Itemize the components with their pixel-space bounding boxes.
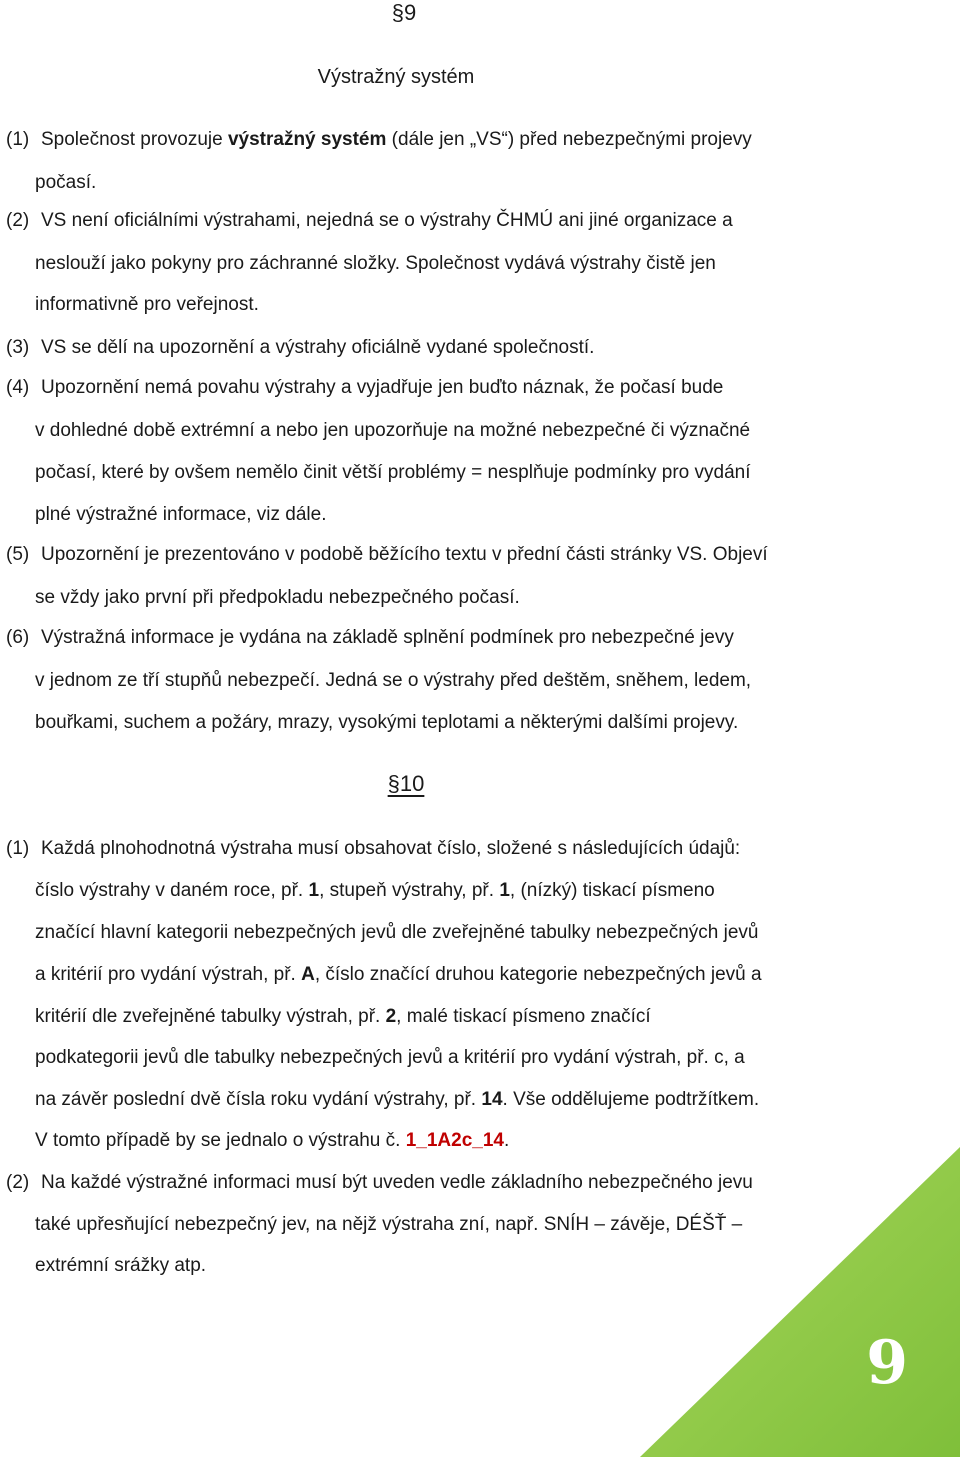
- text-segment: kritérií dle zveřejněné tabulky výstrah, př.: [35, 1006, 386, 1027]
- text-segment: VS není oficiálními výstrahami, nejedná se o výstrahy ČHMÚ ani jiné organizace a: [41, 210, 733, 231]
- paragraph-10-1-line-4: [35, 963, 762, 987]
- warning-code-example: 1_1A2c_14: [405, 1130, 504, 1151]
- paragraph-9-4-line-1: [6, 376, 723, 400]
- text-segment: Na každé výstražné informaci musí být uveden vedle základního nebezpečného jevu: [41, 1172, 753, 1193]
- text-segment: .: [503, 1130, 510, 1151]
- paragraph-9-5-line-2: se vždy jako první při předpokladu nebezpečného počasí.: [35, 587, 520, 608]
- paragraph-10-1-line-1: [6, 837, 740, 861]
- paragraph-9-4-line-2: v dohledné době extrémní a nebo jen upozorňuje na možné nebezpečné či význačné: [35, 420, 751, 441]
- bold-value: 1: [499, 880, 510, 901]
- paragraph-9-2-line-1: [6, 209, 733, 233]
- paragraph-number: (2): [6, 210, 30, 231]
- paragraph-9-6-line-1: [6, 626, 734, 650]
- text-segment: , malé tiskací písmeno značící: [396, 1006, 651, 1027]
- paragraph-number: (5): [6, 544, 30, 565]
- text-segment: Výstražná informace je vydána na základě splnění podmínek pro nebezpečné jevy: [41, 627, 734, 648]
- text-segment: , číslo značící druhou kategorie nebezpečných jevů a: [314, 964, 762, 985]
- paragraph-9-2-line-3: informativně pro veřejnost.: [35, 294, 259, 315]
- text-segment: Upozornění nemá povahu výstrahy a vyjadřuje jen buďto náznak, že počasí bude: [41, 377, 724, 398]
- text-segment: Každá plnohodnotná výstraha musí obsahovat číslo, složené s následujících údajů:: [41, 838, 741, 859]
- text-segment: , stupeň výstrahy, př.: [319, 880, 500, 901]
- paragraph-9-6-line-3: bouřkami, suchem a požáry, mrazy, vysokými teplotami a některými dalšími projevy.: [35, 712, 739, 733]
- page-number: 9: [866, 1328, 908, 1398]
- text-segment: Upozornění je prezentováno v podobě běžícího textu v přední části stránky VS. Objeví: [41, 544, 768, 565]
- text-segment: (dále jen „VS“) před nebezpečnými projevy: [386, 129, 752, 150]
- paragraph-number: (2): [6, 1172, 30, 1193]
- paragraph-10-2-line-3: extrémní srážky atp.: [35, 1255, 207, 1276]
- paragraph-10-1-line-6: podkategorii jevů dle tabulky nebezpečných jevů a kritérií pro vydání výstrah, př. c, a: [35, 1047, 745, 1068]
- paragraph-number: (4): [6, 377, 30, 398]
- paragraph-number: (1): [6, 129, 30, 150]
- paragraph-9-2-line-2: neslouží jako pokyny pro záchranné složky. Společnost vydává výstrahy čistě jen: [35, 253, 716, 274]
- section-9-mark: §9: [391, 0, 417, 25]
- section-10-mark: §10: [387, 771, 425, 796]
- paragraph-10-1-line-7: [35, 1088, 759, 1112]
- bold-value: 1: [308, 880, 320, 901]
- paragraph-10-1-line-3: značící hlavní kategorii nebezpečných jevů dle zveřejněné tabulky nebezpečných jevů: [35, 922, 759, 943]
- paragraph-9-4-line-4: plné výstražné informace, viz dále.: [35, 504, 327, 525]
- paragraph-number: (6): [6, 627, 30, 648]
- paragraph-10-2-line-2: také upřesňující nebezpečný jev, na nějž výstraha zní, např. SNÍH – závěje, DÉŠŤ –: [35, 1214, 743, 1235]
- paragraph-9-3-line-1: [6, 336, 594, 360]
- text-segment: na závěr poslední dvě čísla roku vydání výstrahy, př.: [35, 1089, 482, 1110]
- text-segment: a kritérií pro vydání výstrah, př.: [35, 964, 302, 985]
- text-segment: Společnost provozuje: [41, 129, 228, 150]
- page-corner: [640, 1147, 960, 1457]
- bold-value: 14: [481, 1089, 503, 1110]
- text-segment: číslo výstrahy v daném roce, př.: [35, 880, 309, 901]
- text-segment: . Vše oddělujeme podtržítkem.: [502, 1089, 760, 1110]
- paragraph-9-4-line-3: počasí, které by ovšem nemělo činit větší problémy = nesplňuje podmínky pro vydání: [35, 462, 751, 483]
- page-corner-triangle: [640, 1147, 960, 1457]
- bold-term: výstražný systém: [227, 129, 387, 150]
- paragraph-number: (3): [6, 337, 30, 358]
- text-segment: , (nízký) tiskací písmeno: [509, 880, 715, 901]
- paragraph-10-1-line-5: [35, 1005, 651, 1029]
- section-9-title: Výstražný systém: [317, 66, 475, 88]
- paragraph-10-1-line-2: [35, 879, 715, 903]
- text-segment: VS se dělí na upozornění a výstrahy oficiálně vydané společností.: [41, 337, 595, 358]
- text-segment: V tomto případě by se jednalo o výstrahu č.: [35, 1130, 406, 1151]
- paragraph-9-5-line-1: [6, 543, 768, 567]
- paragraph-9-1-line-1: [6, 128, 752, 152]
- paragraph-9-6-line-2: v jednom ze tří stupňů nebezpečí. Jedná se o výstrahy před deštěm, sněhem, ledem,: [35, 670, 752, 691]
- bold-value: A: [301, 964, 315, 985]
- paragraph-10-1-line-8: [35, 1129, 509, 1153]
- paragraph-number: (1): [6, 838, 30, 859]
- paragraph-9-1-line-2: počasí.: [35, 172, 97, 193]
- bold-value: 2: [385, 1006, 397, 1027]
